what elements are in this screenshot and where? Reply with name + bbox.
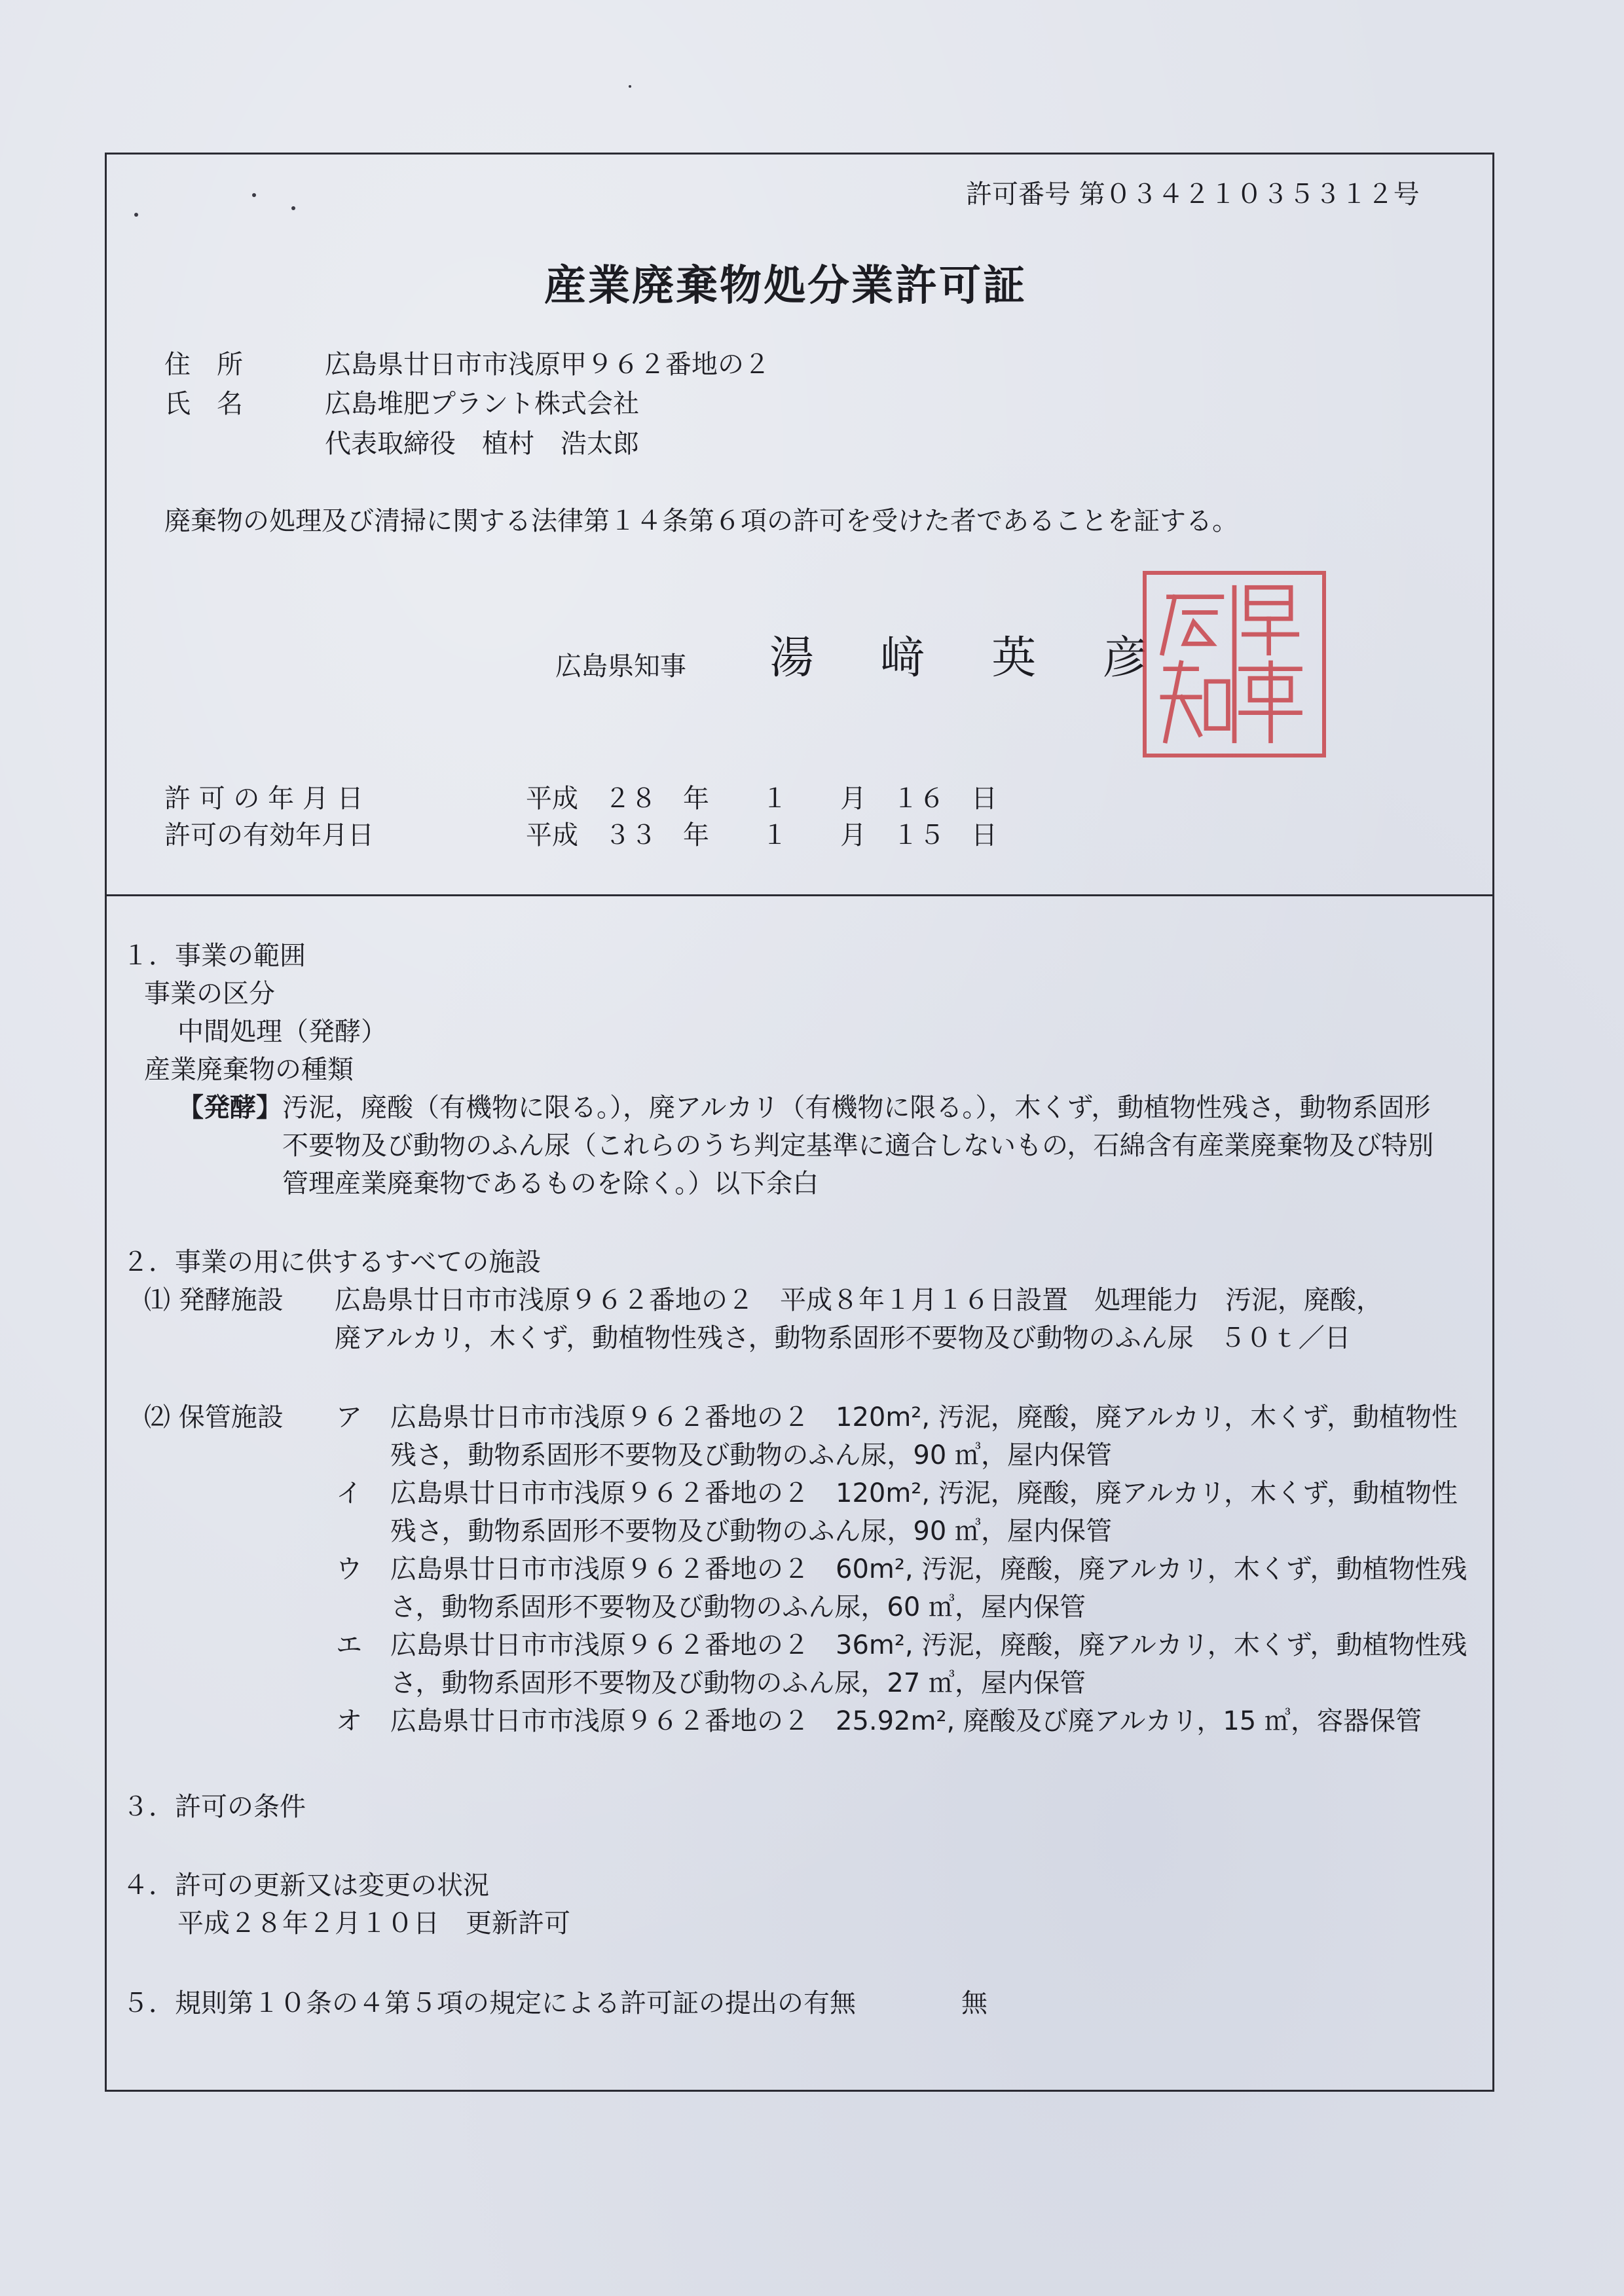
certificate-frame [105,153,1494,2092]
section3-heading: ３．許可の条件 [122,1792,306,1822]
storage-item-mark: ア [336,1402,362,1432]
storage-item-mark: エ [336,1630,362,1660]
waste-type-label: 産業廃棄物の種類 [144,1055,354,1085]
scan-speckle [629,85,631,88]
storage-item-line: 広島県廿日市市浅原９６２番地の２ 120m², 汚泥，廃酸，廃アルカリ，木くず，動植物性 [390,1478,1458,1508]
expiry-date-value: 平成 ３３ 年 １ 月 １５ 日 [526,820,997,850]
storage-item-line: さ，動物系固形不要物及び動物のふん尿，60 ㎥，屋内保管 [390,1592,1086,1622]
storage-item-line: 広島県廿日市市浅原９６２番地の２ 36m², 汚泥，廃酸，廃アルカリ，木くず，動植物性残 [390,1630,1467,1660]
address-label: 住 所 [164,350,243,380]
permit-number: 許可番号 第０３４２１０３５３１２号 [966,179,1420,210]
section5-heading: ５．規則第１０条の４第５項の規定による許可証の提出の有無 [122,1988,856,2018]
grant-date-label: 許 可 の 年 月 日 [164,784,363,814]
waste-line: 汚泥，廃酸（有機物に限る。），廃アルカリ（有機物に限る。），木くず，動植物性残さ，動物系固形 [282,1093,1431,1123]
expiry-date-label: 許可の有効年月日 [164,820,374,850]
section2-heading: ２．事業の用に供するすべての施設 [122,1247,542,1277]
business-category-value: 中間処理（発酵） [177,1017,387,1047]
issuer-name: 湯 﨑 英 彦 [769,632,1173,684]
fermentation-tag: 【発酵】 [177,1093,282,1123]
waste-line: 不要物及び動物のふん尿（これらのうち判定基準に適合しないもの，石綿含有産業廃棄物及び特別 [282,1131,1434,1161]
business-category-label: 事業の区分 [144,979,275,1009]
seal-icon [1147,575,1322,754]
facility1-line: 広島県廿日市市浅原９６２番地の２ 平成８年１月１６日設置 処理能力 汚泥，廃酸， [335,1285,1382,1315]
representative-name: 代表取締役 植村 浩太郎 [325,429,639,459]
certification-statement: 廃棄物の処理及び清掃に関する法律第１４条第６項の許可を受けた者であることを証する。 [164,506,1238,536]
section1-heading: １．事業の範囲 [122,941,306,971]
issuer-title: 広島県知事 [555,651,686,682]
section4-heading: ４．許可の更新又は変更の状況 [122,1870,489,1901]
name-label: 氏 名 [164,389,243,419]
storage-item-line: 広島県廿日市市浅原９６２番地の２ 120m², 汚泥，廃酸，廃アルカリ，木くず，動植物性 [390,1402,1458,1432]
company-name: 広島堆肥プラント株式会社 [325,389,639,419]
waste-line: 管理産業廃棄物であるものを除く。）以下余白 [282,1169,819,1199]
storage-item-line: 広島県廿日市市浅原９６２番地の２ 25.92m², 廃酸及び廃アルカリ，15 ㎥，容器保管 [390,1706,1422,1736]
prefectural-seal [1143,571,1326,757]
section-divider [107,894,1492,896]
facility1-line: 廃アルカリ，木くず，動植物性残さ，動物系固形不要物及び動物のふん尿 ５０ｔ／日 [335,1323,1351,1353]
storage-item-mark: イ [336,1478,362,1508]
address-value: 広島県廿日市市浅原甲９６２番地の２ [325,350,770,380]
facility1-label: ⑴ 発酵施設 [144,1285,284,1315]
certificate-title: 産業廃棄物処分業許可証 [544,262,1027,310]
grant-date-value: 平成 ２８ 年 １ 月 １６ 日 [526,784,997,814]
submission-status: 無 [961,1988,987,2018]
storage-item-line: さ，動物系固形不要物及び動物のふん尿，27 ㎥，屋内保管 [390,1668,1086,1698]
storage-item-line: 残さ，動物系固形不要物及び動物のふん尿，90 ㎥，屋内保管 [390,1440,1113,1470]
storage-item-mark: オ [336,1706,362,1736]
storage-item-line: 広島県廿日市市浅原９６２番地の２ 60m², 汚泥，廃酸，廃アルカリ，木くず，動植物性残 [390,1554,1467,1584]
storage-item-mark: ウ [336,1554,362,1584]
renewal-status: 平成２８年２月１０日 更新許可 [177,1908,570,1939]
storage-item-line: 残さ，動物系固形不要物及び動物のふん尿，90 ㎥，屋内保管 [390,1516,1113,1546]
facility2-label: ⑵ 保管施設 [144,1402,284,1432]
